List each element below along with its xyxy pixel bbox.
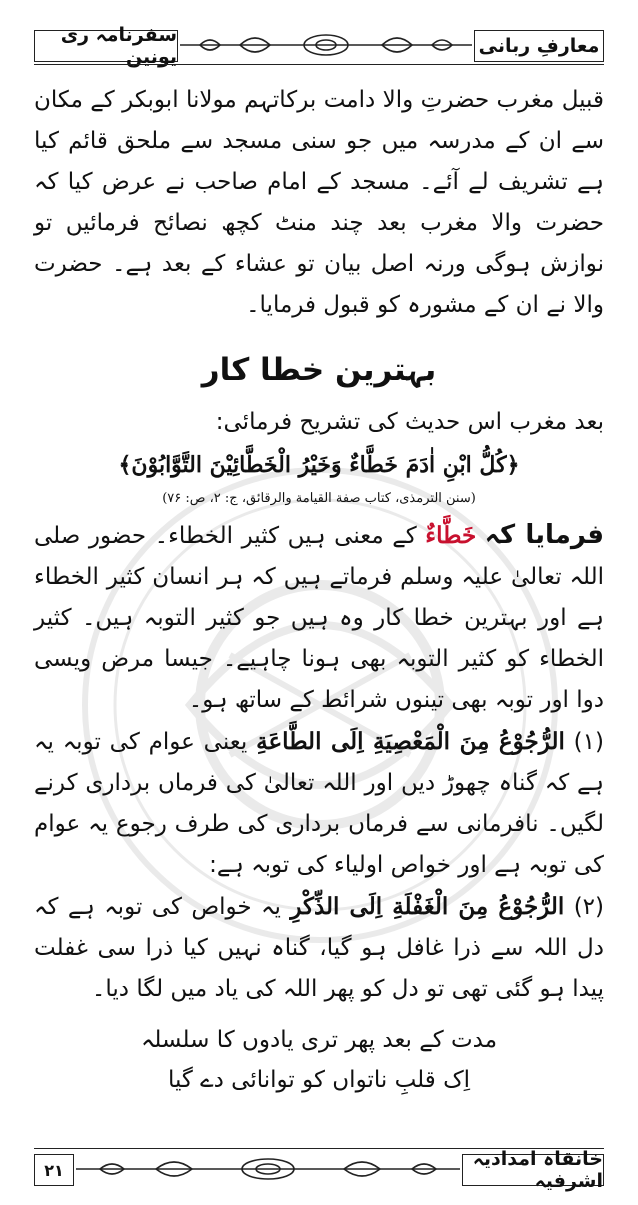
point-two-text: یہ خواص کی توبہ ہے کہ دل اللہ سے ذرا غافل ہو گیا، گناہ نہیں کیا ذرا سی غفلت پیدا ہو گئی تھی تو دل کو پھر اللہ کی یاد میں لگا دیا۔ (34, 894, 604, 1002)
point-two-arabic: الرُّجُوْعُ مِنَ الْغَفْلَةِ اِلَى الذِّكْرِ (290, 893, 565, 920)
header-divider (34, 64, 604, 65)
page-header (34, 24, 604, 68)
page-footer (34, 1148, 604, 1192)
header-ornament-icon (180, 30, 472, 60)
opening-paragraph: قبیل مغرب حضرتِ والا دامت برکاتہم مولانا ابوبکر کے مکان سے ان کے مدرسہ میں جو سنی مسجد سے ملحق قائم کیا ہے تشریف لے آئے۔ مسجد کے امام صاحب نے عرض کیا کہ حضرت والا مغرب بعد چند منٹ کچھ نصائح فرمائیں تو نوازش ہوگی ورنہ اصل بیان تو عشاء کے بعد ہے۔ حضرت والا نے ان کے مشورہ کو قبول فرمایا۔ (34, 87, 604, 318)
point-two-number: (۲) (573, 894, 605, 920)
explanation-paragraph (34, 515, 604, 721)
poetry-couplet (34, 1020, 604, 1100)
point-one-text: یعنی عوام کی توبہ یہ ہے کہ گناہ چھوڑ دیں اور اللہ تعالیٰ کی فرماں برداری کرنے لگیں۔ نافرمانی سے فرماں برداری کی طرف رجوع یہ عوام کی توبہ ہے اور خواص اولیاء کی توبہ ہے: (34, 729, 604, 878)
point-one-number: (۱) (573, 729, 604, 755)
book-title: معارفِ ربانی (474, 30, 604, 62)
keyword-khatta: خَطَّاءٌ (425, 522, 477, 549)
poetry-line: مدت کے بعد پھر تری یادوں کا سلسلہ (140, 1027, 498, 1053)
page-content (34, 80, 604, 1100)
intro-line: بعد مغرب اس حدیث کی تشریح فرمائی: (215, 409, 604, 435)
farmaya-lead: فرمایا کہ (484, 520, 605, 550)
hadith-reference: (سنن الترمذی، کتاب صفة القیامة والرقائق، ج: ۲، ص: ۷۶) (162, 491, 476, 506)
footer-ornament-icon (76, 1154, 460, 1184)
section-title: سفرنامہ ری یونین (34, 30, 178, 62)
explanation-text: کے معنی ہیں کثیر الخطاء۔ حضور صلی اللہ تعالیٰ علیہ وسلم فرماتے ہیں کہ ہر انسان کثیر الخطاء ہے اور بہترین خطا کار وہ ہیں جو کثیر التوبہ ہیں۔ کثیر الخطاء کو کثیر التوبہ بھی ہونا چاہیے۔ جیسا مرض ویسی دوا اور توبہ بھی تینوں شرائط کے ساتھ ہو۔ (34, 523, 604, 713)
point-two (34, 886, 604, 1010)
point-one-arabic: الرُّجُوْعُ مِنَ الْمَعْصِيَةِ اِلَى الطَّاعَةِ (256, 728, 565, 755)
hadith-text: ﴿كُلُّ ابْنِ اٰدَمَ خَطَّاءٌ وَخَيْرُ الْخَطَّائِيْنَ التَّوَّابُوْنَ﴾ (118, 452, 520, 478)
page-number: ۲۱ (34, 1154, 74, 1186)
section-heading: بہترین خطا کار (201, 352, 437, 388)
poetry-line: اِک قلبِ ناتواں کو توانائی دے گیا (167, 1067, 471, 1093)
point-one (34, 721, 604, 886)
publisher-name: خانقاہ امدادیہ اشرفیہ (462, 1154, 604, 1186)
